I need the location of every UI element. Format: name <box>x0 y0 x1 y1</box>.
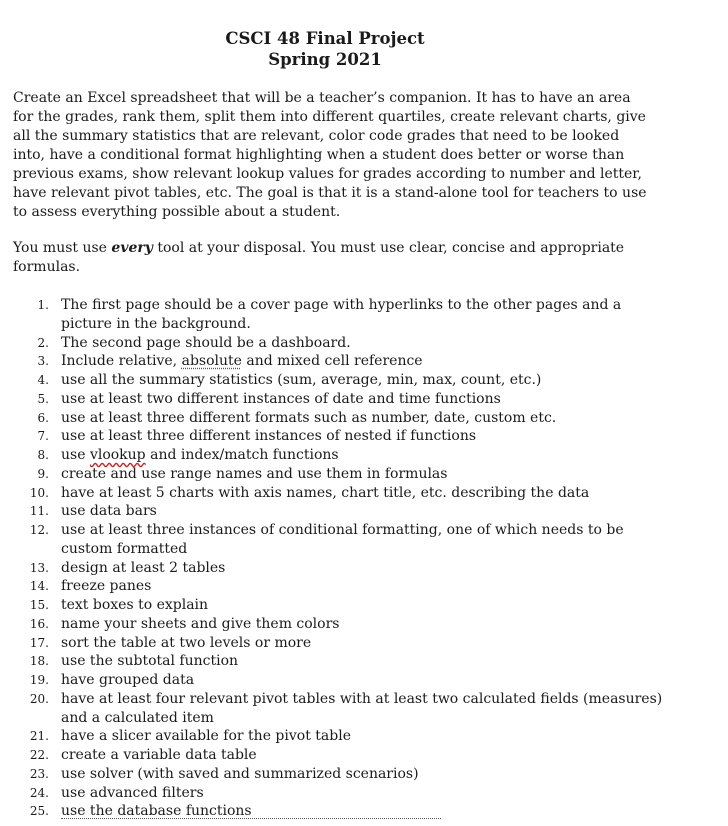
list-item: use at least three instances of conditional formatting, one of which needs to be <box>61 522 624 538</box>
list-item: use solver (with saved and summarized scenarios) <box>61 766 419 782</box>
grammar-flagged-word: absolute <box>181 353 242 369</box>
list-item: sort the table at two levels or more <box>61 635 312 651</box>
list-number: 7. <box>37 429 49 443</box>
list-number: 16. <box>29 617 49 631</box>
list-item <box>61 446 661 465</box>
list-item: use data bars <box>61 503 157 519</box>
list-number: 19. <box>29 673 49 687</box>
list-number: 25. <box>29 804 49 818</box>
list-item: have grouped data <box>61 672 195 688</box>
list-item: create a variable data table <box>61 747 257 763</box>
list-item-text: use <box>61 447 90 463</box>
list-item: use at least three different formats such as number, date, custom etc. <box>61 410 557 426</box>
list-number: 1. <box>37 298 49 312</box>
list-number: 23. <box>29 767 49 781</box>
list-item <box>61 352 661 371</box>
list-item: create and use range names and use them in formulas <box>61 466 448 482</box>
list-item: have at least 5 charts with axis names, chart title, etc. describing the data <box>61 485 590 501</box>
list-number: 8. <box>37 448 49 462</box>
list-item-continuation: and a calculated item <box>61 710 214 726</box>
list-number: 18. <box>29 654 49 668</box>
list-item: The second page should be a dashboard. <box>61 335 351 351</box>
list-number: 6. <box>37 411 49 425</box>
list-item: design at least 2 tables <box>61 560 226 576</box>
list-item: use all the summary statistics (sum, average, min, max, count, etc.) <box>61 372 542 388</box>
list-item: use at least two different instances of date and time functions <box>61 391 501 407</box>
list-item-text: and index/match functions <box>145 447 339 463</box>
intro-paragraph: Create an Excel spreadsheet that will be a teacher’s companion. It has to have an area for the grades, rank them, split them into different quartiles, create relevant charts, give all the summary statistics that are relevant, color code grades that need to be looked into, have a conditional format highlighting when a student does better or worse than previous exams, show relevant lookup values for grades according to number and letter, have relevant pivot tables, etc. The goal is that it is a stand-alone tool for teachers to use to assess everything possible about a student. <box>13 90 647 220</box>
list-number: 22. <box>29 748 49 762</box>
p2-text-before: You must use <box>13 240 112 256</box>
list-number: 10. <box>29 486 49 500</box>
list-number: 11. <box>29 504 49 518</box>
list-number: 20. <box>29 692 49 706</box>
list-item: text boxes to explain <box>61 597 209 613</box>
list-number: 21. <box>29 729 49 743</box>
list-item: have a slicer available for the pivot table <box>61 728 351 744</box>
list-item: use the subtotal function <box>61 653 239 669</box>
list-item-continuation: picture in the background. <box>61 316 251 332</box>
p2-emphasis: every <box>111 240 153 256</box>
document-title: CSCI 48 Final Project <box>225 29 425 48</box>
document-subtitle: Spring 2021 <box>268 50 382 69</box>
list-number: 15. <box>29 598 49 612</box>
list-number: 13. <box>29 561 49 575</box>
list-number: 17. <box>29 636 49 650</box>
requirements-paragraph <box>13 239 653 277</box>
list-number: 9. <box>37 467 49 481</box>
list-number: 12. <box>29 523 49 537</box>
list-item: The first page should be a cover page with hyperlinks to the other pages and a <box>61 297 622 313</box>
list-number: 3. <box>37 354 49 368</box>
list-item: use at least three different instances of nested if functions <box>61 428 477 444</box>
list-item: use advanced filters <box>61 785 204 801</box>
list-number: 14. <box>29 579 49 593</box>
list-number: 2. <box>37 336 49 350</box>
list-item: freeze panes <box>61 578 152 594</box>
list-number: 5. <box>37 392 49 406</box>
cut-off-next-line <box>61 818 441 826</box>
spelling-flagged-word: vlookup <box>89 447 146 463</box>
list-item-text: Include relative, <box>61 353 182 369</box>
list-number: 4. <box>37 373 49 387</box>
list-item-continuation: custom formatted <box>61 541 188 557</box>
list-number: 24. <box>29 786 49 800</box>
list-item: use the database functions <box>61 803 252 819</box>
list-item: name your sheets and give them colors <box>61 616 340 632</box>
list-item-text: and mixed cell reference <box>241 353 423 369</box>
p2-text-after: tool at your disposal. You must use clear, concise and appropriate formulas. <box>13 240 625 275</box>
list-item: have at least four relevant pivot tables with at least two calculated fields (measures) <box>61 691 663 707</box>
